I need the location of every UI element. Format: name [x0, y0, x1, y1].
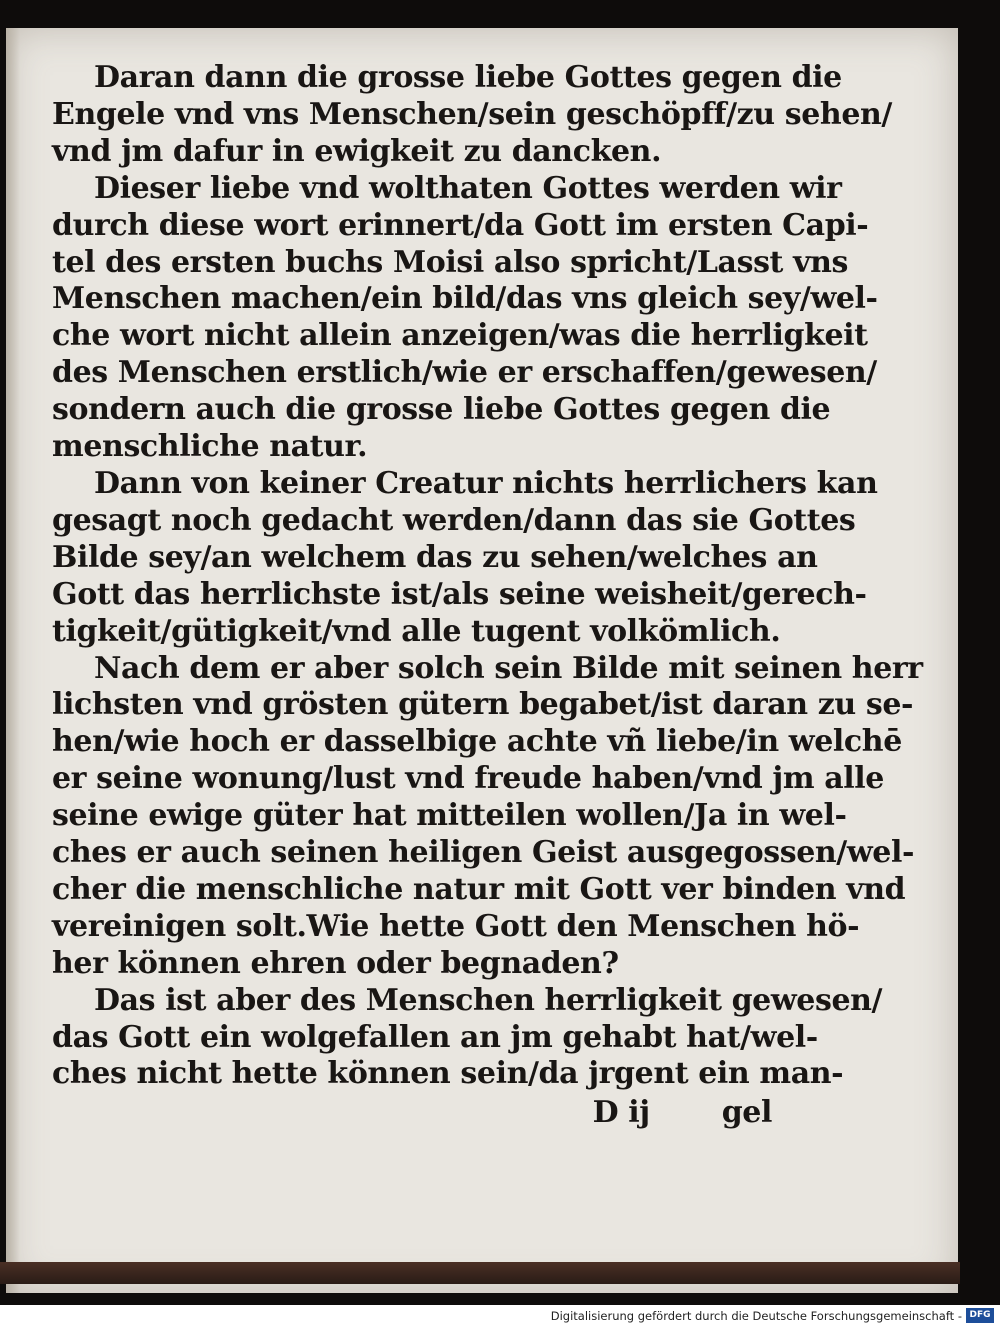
- page-text: [52, 60, 923, 1132]
- text-line: sondern auch die grosse liebe Gottes gegen die: [52, 392, 831, 428]
- text-line: ches nicht hette können sein/da jrgent ein man-: [52, 1056, 844, 1092]
- paragraph: [52, 650, 923, 983]
- catchword: gel: [721, 1095, 772, 1131]
- text-line: Gott das herrlichste ist/als seine weisheit/gerech-: [52, 576, 867, 612]
- funding-notice: Digitalisierung gefördert durch die Deutsche Forschungsgemeinschaft -: [550, 1309, 962, 1323]
- paragraph: [52, 465, 878, 651]
- text-line: hen/wie hoch er dasselbige achte vñ liebe/in welchē: [52, 724, 902, 760]
- text-line: tigkeit/gütigkeit/vnd alle tugent volkömlich.: [52, 613, 781, 649]
- text-line: vereinigen solt.Wie hette Gott den Menschen hö-: [52, 908, 860, 944]
- page-edge-shadow: [6, 28, 20, 1293]
- text-line: Dann von keiner Creatur nichts herrlichers kan: [94, 465, 878, 501]
- text-line: gesagt noch gedacht werden/dann das sie Gottes: [52, 502, 856, 538]
- signature-row: [52, 1095, 772, 1132]
- text-line: che wort nicht allein anzeigen/was die herrligkeit: [52, 318, 868, 354]
- text-line: durch diese wort erinnert/da Gott im ersten Capi-: [52, 207, 869, 243]
- dfg-logo-icon: DFG: [966, 1308, 994, 1323]
- text-line: Dieser liebe vnd wolthaten Gottes werden wir: [94, 170, 842, 206]
- text-line: cher die menschliche natur mit Gott ver binden vnd: [52, 871, 906, 907]
- text-line: Bilde sey/an welchem das zu sehen/welches an: [52, 539, 818, 575]
- footer: [0, 1305, 1000, 1327]
- text-line: tel des ersten buchs Moisi also spricht/Lasst vns: [52, 244, 848, 280]
- text-line: das Gott ein wolgefallen an jm gehabt hat/wel-: [52, 1019, 818, 1055]
- text-line: ches er auch seinen heiligen Geist ausgegossen/wel-: [52, 835, 915, 871]
- text-line: her können ehren oder begnaden?: [52, 945, 619, 981]
- paragraph: [52, 60, 892, 171]
- text-line: vnd jm dafur in ewigkeit zu dancken.: [52, 133, 662, 169]
- text-line: er seine wonung/lust vnd freude haben/vnd jm alle: [52, 761, 884, 797]
- text-line: seine ewige güter hat mitteilen wollen/Ja in wel-: [52, 798, 847, 834]
- text-line: Daran dann die grosse liebe Gottes gegen die: [94, 60, 842, 95]
- paragraph: [52, 170, 878, 466]
- text-line: menschliche natur.: [52, 429, 368, 465]
- text-line: Menschen machen/ein bild/das vns gleich sey/wel-: [52, 281, 878, 317]
- text-line: Engele vnd vns Menschen/sein geschöpff/zu sehen/: [52, 96, 892, 132]
- text-line: Nach dem er aber solch sein Bilde mit seinen herr: [94, 650, 923, 686]
- text-line: des Menschen erstlich/wie er erschaffen/gewesen/: [52, 355, 877, 391]
- text-line: Das ist aber des Menschen herrligkeit gewesen/: [94, 982, 883, 1018]
- book-binding-edge: [0, 1262, 960, 1284]
- signature-mark: D ij: [592, 1095, 650, 1131]
- paragraph: [52, 982, 883, 1094]
- text-line: lichsten vnd grösten gütern begabet/ist daran zu se-: [52, 687, 914, 723]
